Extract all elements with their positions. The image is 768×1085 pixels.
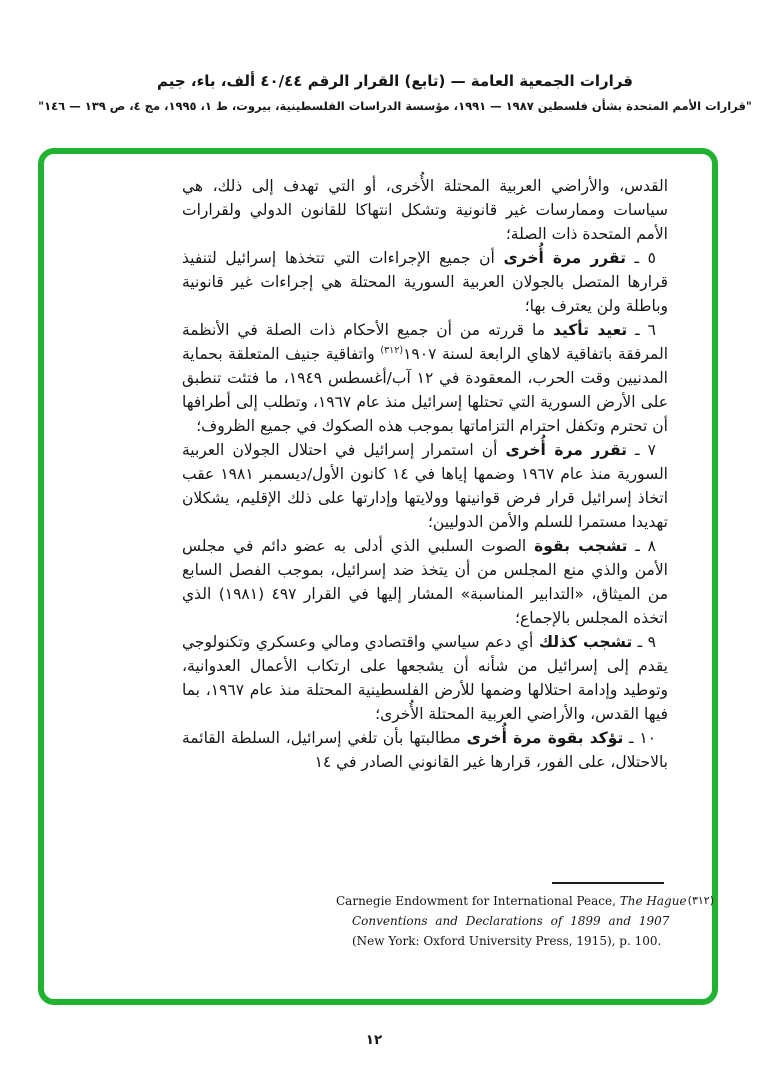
footnote-line-1 <box>336 891 714 911</box>
footnote-number: (٣١٢) <box>687 894 714 907</box>
highlight-frame <box>38 148 718 1005</box>
paragraph-lead-phrase: تشجب بقوة <box>534 537 628 555</box>
resolution-paragraph: ١٠ ـ تؤكد بقوة مرة أُخرى مطالبتها بأن تلغي إسرائيل، السلطة القائمة بالاحتلال، على الفور، قرارها غير القانوني الصادر في ١٤ <box>182 729 668 771</box>
footnote-separator <box>552 882 664 884</box>
page-header <box>22 72 768 113</box>
footnote-italic-title-continued: Conventions and Declarations of 1899 and 1907 <box>352 914 670 928</box>
resolution-paragraph: ٩ ـ تشجب كذلك أي دعم سياسي واقتصادي ومالي وعسكري وتكنولوجي يقدم إلى إسرائيل من شأنه أن يشجعها على ارتكاب الأعمال العدوانية، وتوطيد وإدامة احتلالها وضمها للأرض الفلسطينية المحتلة منذ عام ١٩٦٧، بما فيها القدس، والأراضي العربية المحتلة الأُخرى؛ <box>182 633 669 723</box>
resolution-paragraph: ٨ ـ تشجب بقوة الصوت السلبي الذي أدلى به عضو دائم في مجلس الأمن والذي منع المجلس من أن يتخذ ضد إسرائيل، بموجب الفصل السابع من الميثاق، «التدابير المناسبة» المشار إليها في القرار ٤٩٧ (١٩٨١) الذي اتخذه المجلس بالإجماع؛ <box>182 537 669 627</box>
footnote-reference-marker: (٣١٢) <box>380 344 404 356</box>
source-citation: "قرارات الأمم المتحدة بشأن فلسطين ١٩٨٧ — ١٩٩١، مؤسسة الدراسات الفلسطينية، بيروت، ط ١، ١٩٩٥، مج ٤، ص ١٣٩ — ١٤٦" <box>38 99 752 113</box>
resolution-paragraph: ٧ ـ تقرر مرة أُخرى أن استمرار إسرائيل في احتلال الجولان العربية السورية منذ عام ١٩٦٧ وضمها إياها في ١٤ كانون الأول/ديسمبر ١٩٨١ عقب اتخاذ إسرائيل قرار فرض قوانينها وولايتها وإدارتها على ذلك الإقليم، يشكلان تهديدا مستمرا للسلم والأمن الدوليين؛ <box>182 441 668 531</box>
paragraph-lead-phrase: تشجب كذلك <box>538 633 633 651</box>
footnote-line-2 <box>352 911 714 931</box>
resolution-paragraph: ٦ ـ تعيد تأكيد ما قررته من أن جميع الأحكام ذات الصلة في الأنظمة المرفقة باتفاقية لاهاي الرابعة لسنة ١٩٠٧$^{(٣١٢)}$ واتفاقية جنيف المتعلقة بحماية المدنيين وقت الحرب، المعقودة في ١٢ آب/أغسطس ١٩٤٩، ما فتئت تنطبق على الأرض السورية التي تحتلها إسرائيل منذ عام ١٩٦٧، وتطلب إلى أطرافها أن تحترم وتكفل احترام التزاماتها بموجب هذه الصكوك في جميع الظروف؛ <box>182 321 669 435</box>
document-title: قرارات الجمعية العامة — (تابع) القرار الرقم ٤٠/٤٤ ألف، باء، جيم <box>157 72 633 90</box>
paragraph-lead-phrase: تقرر مرة أُخرى <box>505 441 627 459</box>
footnote-roman-text: Carnegie Endowment for International Peace, <box>336 894 616 908</box>
continuation-paragraph: القدس، والأراضي العربية المحتلة الأُخرى، أو التي تهدف إلى ذلك، هي سياسات وممارسات غير قانونية وتشكل انتهاكا للقانون الدولي ولقرارات الأمم المتحدة ذات الصلة؛ <box>182 177 668 243</box>
footnote-italic-title: The Hague <box>619 894 687 908</box>
paragraph-lead-phrase: تؤكد بقوة مرة أُخرى <box>466 729 624 747</box>
footnote-text <box>336 891 687 911</box>
paragraph-lead-phrase: تقرر مرة أُخرى <box>503 249 626 267</box>
resolution-body-text <box>182 174 668 774</box>
footnote-line-3: (New York: Oxford University Press, 1915), p. 100. <box>352 934 662 948</box>
footnote-block <box>336 882 714 951</box>
resolution-paragraph: ٥ ـ تقرر مرة أُخرى أن جميع الإجراءات التي تتخذها إسرائيل لتنفيذ قرارها المتصل بالجولان العربية السورية المحتلة هي إجراءات غير قانونية وباطلة ولن يعترف بها؛ <box>182 249 668 315</box>
paragraph-lead-phrase: تعيد تأكيد <box>553 321 628 339</box>
page-number: ١٢ <box>365 1032 383 1048</box>
